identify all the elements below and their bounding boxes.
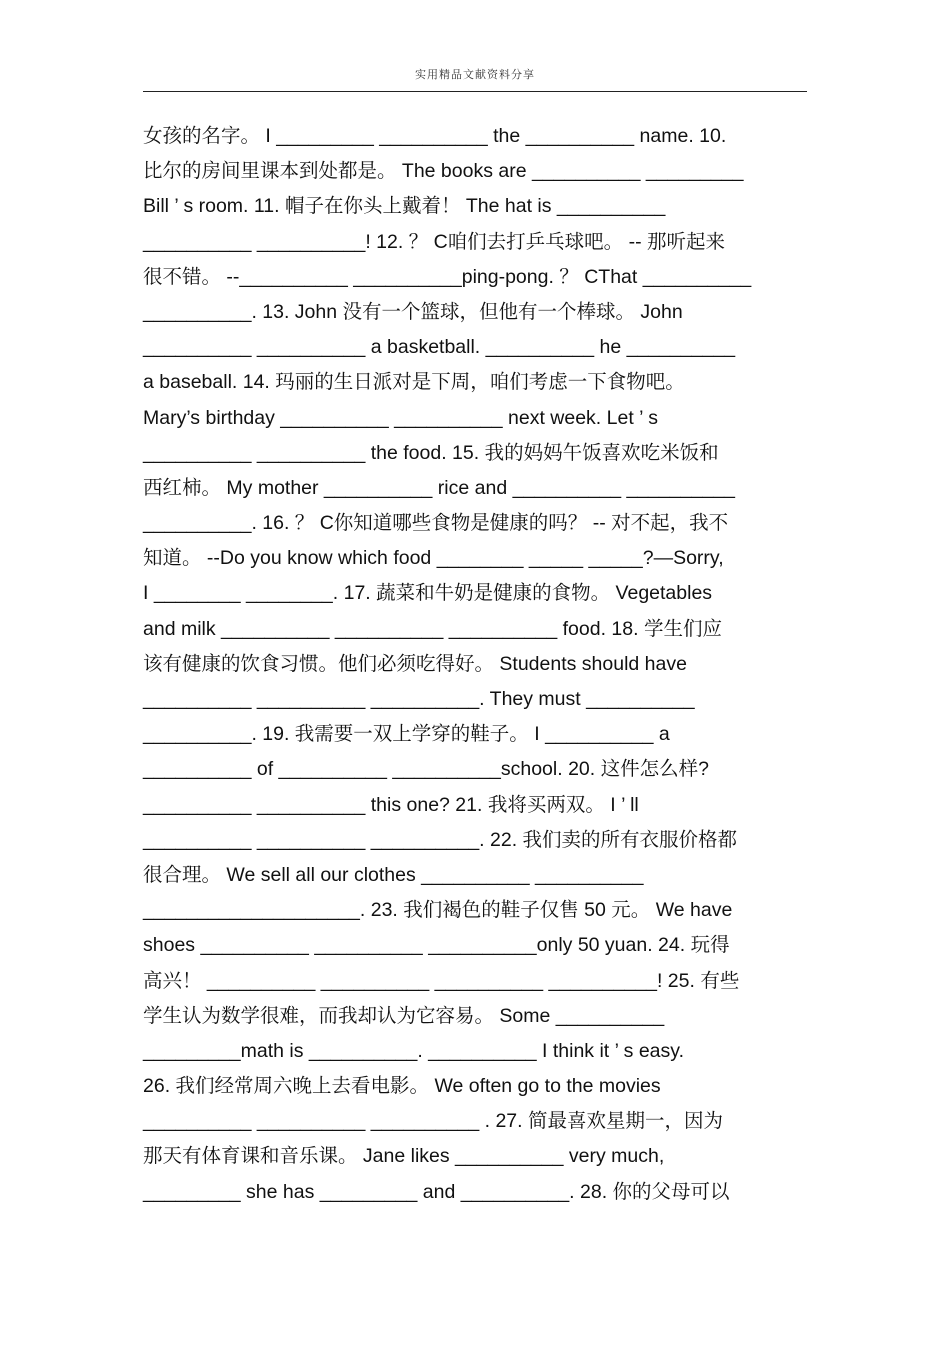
text-line: 26. 我们经常周六晚上去看电影。 We often go to the movies <box>143 1075 661 1098</box>
text-line: 那天有体育课和音乐课。 Jane likes __________ very much, <box>143 1145 665 1168</box>
text-line: ____________________. 23. 我们褐色的鞋子仅售 50 元。 We have <box>143 899 733 922</box>
text-line: 学生认为数学很难，而我却认为它容易。 Some __________ <box>143 1004 665 1027</box>
text-line: _________math is __________. __________ I think it ’ s easy. <box>143 1039 684 1062</box>
text-line: Mary’s birthday __________ __________ next week. Let ’ s <box>143 406 658 429</box>
text-line: and milk __________ __________ __________ food. 18. 学生们应 <box>143 617 722 640</box>
text-line: a baseball. 14. 玛丽的生日派对是下周，咱们考虑一下食物吧。 <box>143 371 685 394</box>
text-line: __________ of __________ __________school. 20. 这件怎么样? <box>143 758 709 781</box>
text-line: 西红柿。 My mother __________ rice and __________ __________ <box>143 476 735 499</box>
text-line: __________. 19. 我需要一双上学穿的鞋子。 I __________ a <box>143 723 670 746</box>
exercise-body <box>143 119 815 1210</box>
text-line: __________. 16. ？ C你知道哪些食物是健康的吗？ -- 对不起，我不 <box>143 512 729 535</box>
text-line: I ________ ________. 17. 蔬菜和牛奶是健康的食物。 Vegetables <box>143 582 713 605</box>
text-line: 知道。 --Do you know which food ________ _____ _____?—Sorry, <box>143 547 724 570</box>
text-line: shoes __________ __________ __________only 50 yuan. 24. 玩得 <box>143 934 730 957</box>
text-line: __________ __________ a basketball. __________ he __________ <box>143 336 736 359</box>
text-line: 高兴！ __________ __________ __________ __________! 25. 有些 <box>143 969 740 992</box>
text-line: __________ __________ __________ . 27. 简最喜欢星期一，因为 <box>143 1110 723 1133</box>
text-line: __________ __________! 12. ？ C咱们去打乒乓球吧。 -- 那听起来 <box>143 230 726 253</box>
text-line: 该有健康的饮食习惯。他们必须吃得好。 Students should have <box>143 652 687 675</box>
text-line: _________ she has _________ and __________. 28. 你的父母可以 <box>143 1180 730 1203</box>
text-line: __________ __________ __________. They must __________ <box>143 688 695 710</box>
text-line: 比尔的房间里课本到处都是。 The books are __________ _________ <box>143 160 744 183</box>
page-header: 实用精品文献资料分享 <box>415 68 535 81</box>
text-line: Bill ’ s room. 11. 帽子在你头上戴着！ The hat is __________ <box>143 195 666 218</box>
header-divider <box>143 91 807 92</box>
text-line: 很不错。 --__________ __________ping-pong. ？ CThat __________ <box>143 265 752 288</box>
text-line: __________ __________ the food. 15. 我的妈妈午饭喜欢吃米饭和 <box>143 441 719 464</box>
text-line: __________. 13. John 没有一个篮球，但他有一个棒球。 John <box>143 300 683 323</box>
text-line: __________ __________ this one? 21. 我将买两双。 I ’ ll <box>143 793 639 816</box>
text-line: 女孩的名字。 I _________ __________ the __________ name. 10. <box>143 125 727 147</box>
text-line: 很合理。 We sell all our clothes __________ __________ <box>143 863 644 886</box>
text-line: __________ __________ __________. 22. 我们卖的所有衣服价格都 <box>143 828 738 851</box>
